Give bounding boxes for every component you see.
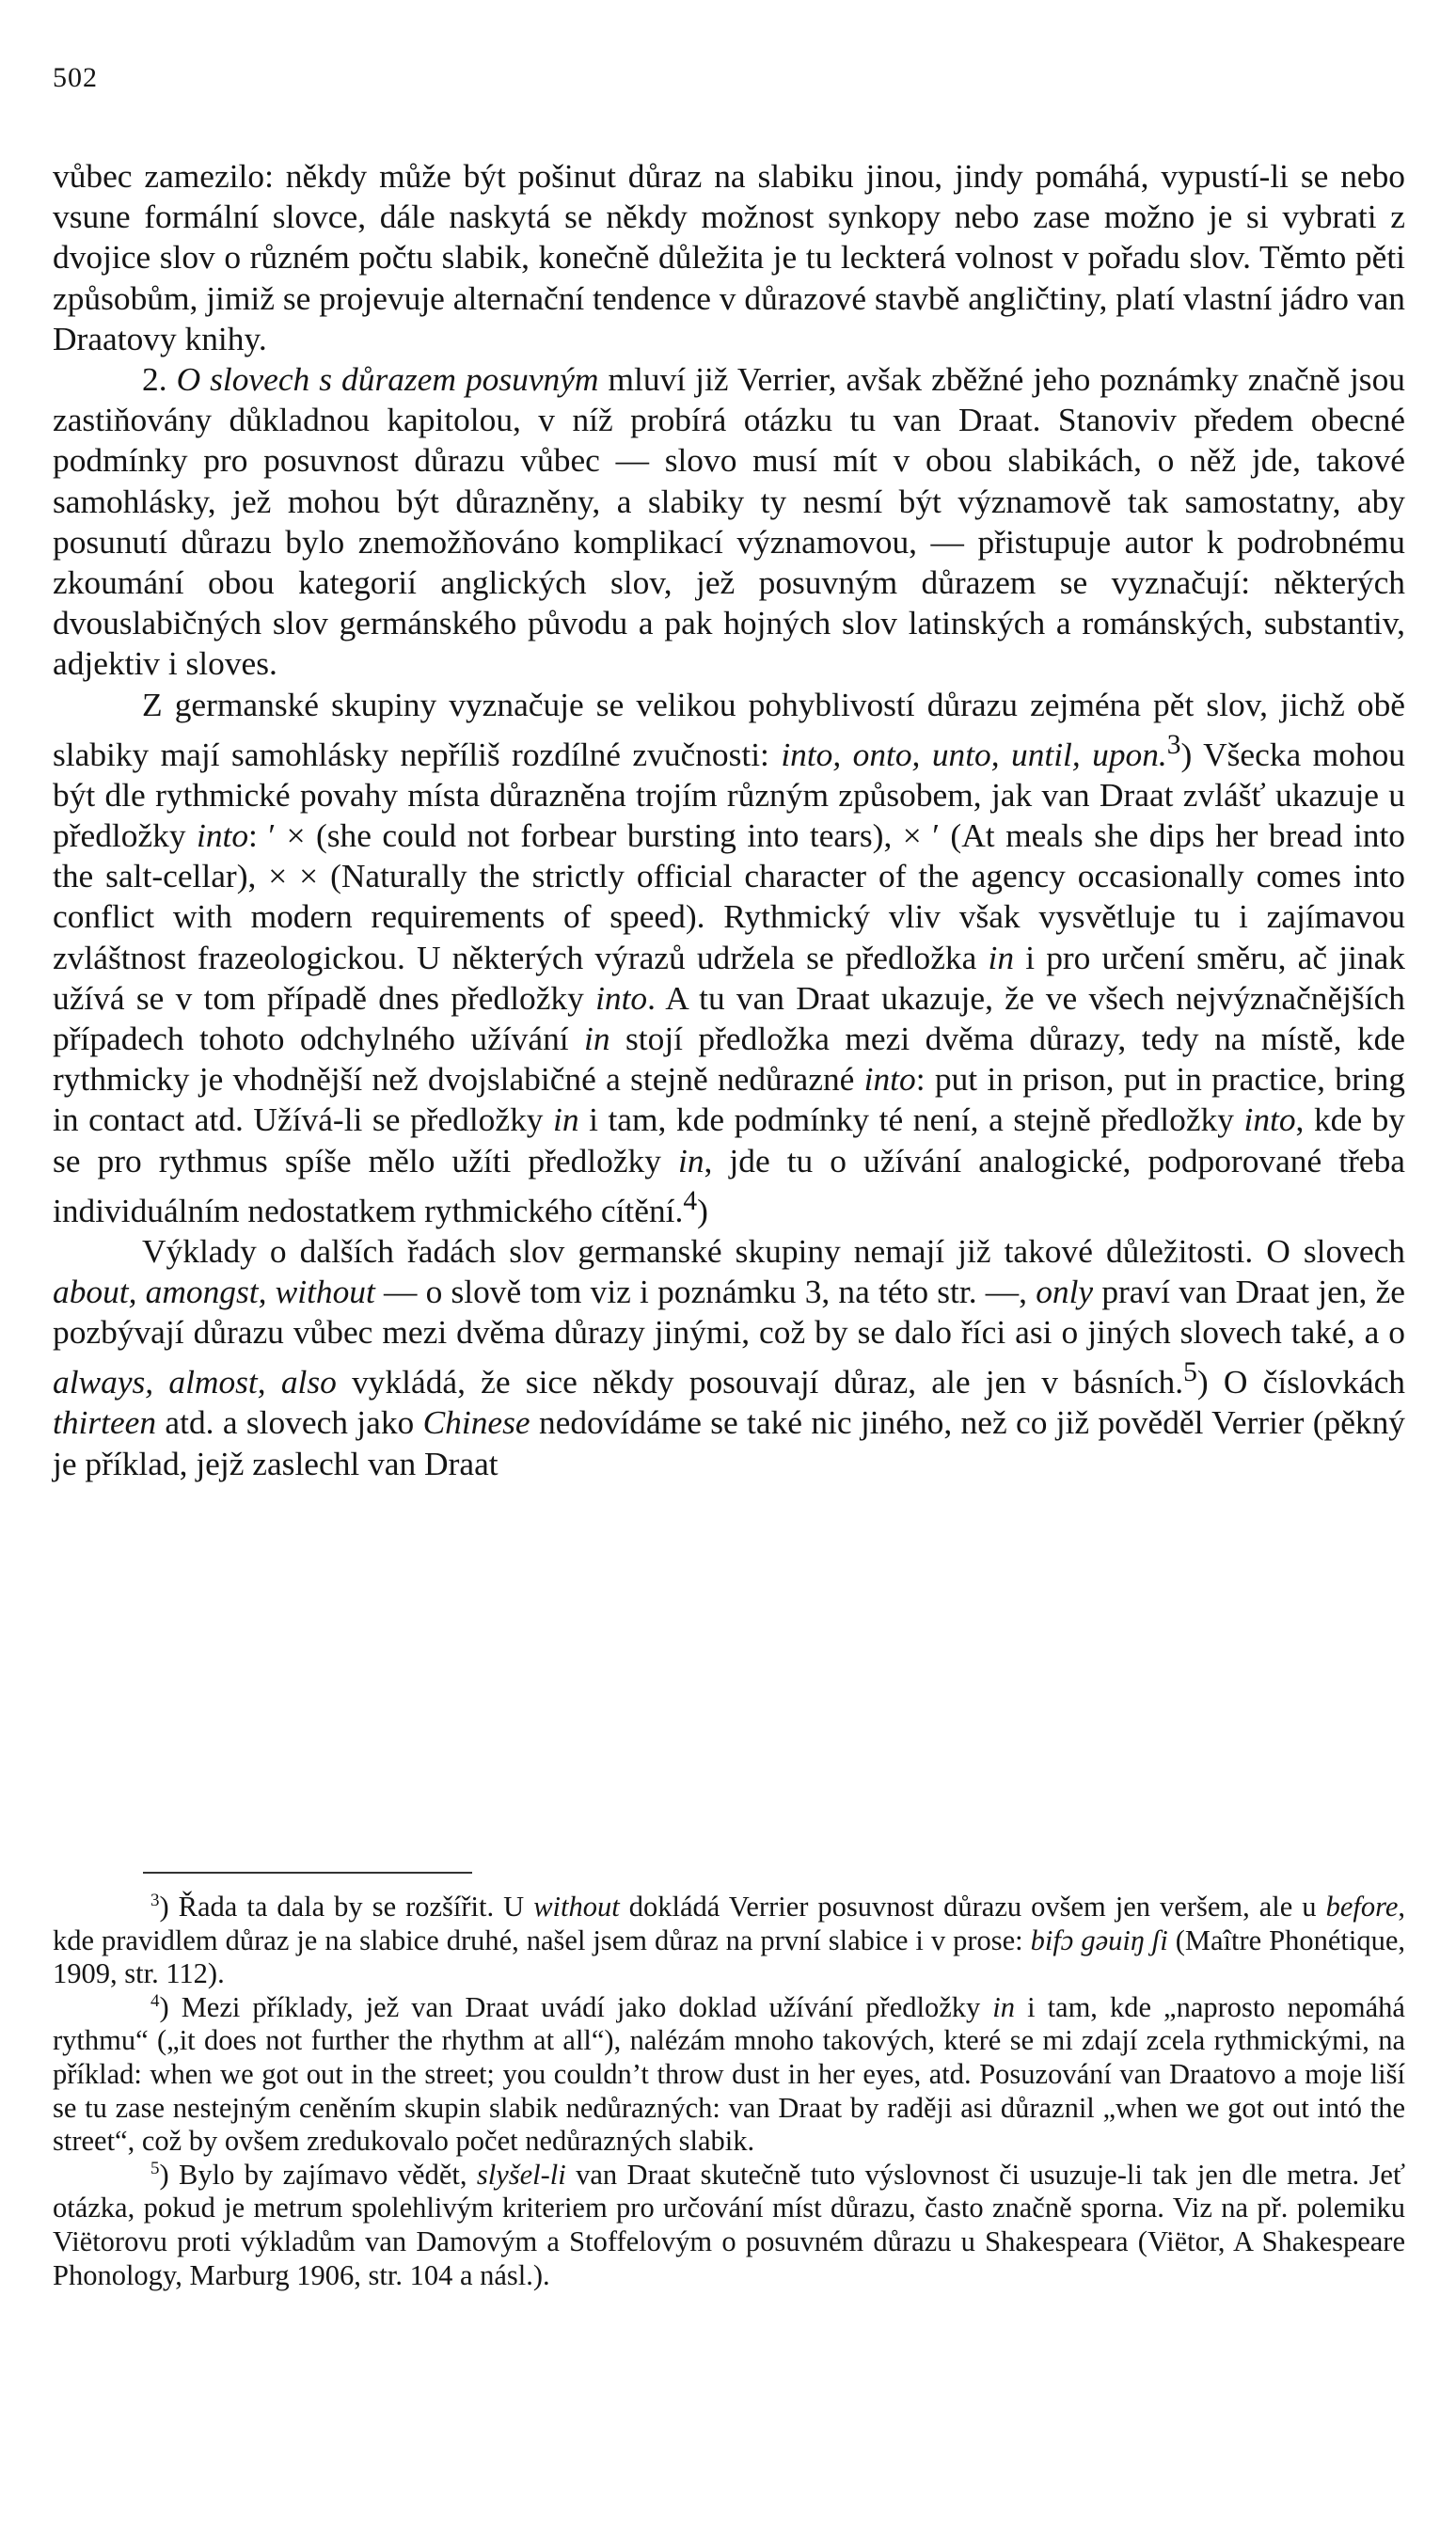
footnote-5: $^5$) Bylo by zajímavo vědět, slyšel-li van Draat skutečně tuto výslovnost či usuzuje-li tak jen dle metra. Jeť otázka, pokud je metrum spolehlivým kriteriem pro určování míst důrazu, často značně sporna. Viz na př. polemiku Viëtorovu proti výkladům van Damovým a Stoffelovým o posuvném důrazu u Shakespeara (Viëtor, A Shakespeare Phonology, Marburg 1906, str. 104 a násl.). — [53, 2158, 1406, 2291]
footnote-4: $^4$) Mezi příklady, jež van Draat uvádí jako doklad užívání předložky in i tam, kde „naprosto nepomáhá rythmu“ („it does not further the rhythm at all“), nalézám mnoho takových, které se mi zdají zcela rythmickými, na příklad: when we got out in the street; you couldn’t throw dust in her eyes, atd. Posuzování van Draatovo a moje liší se tu zase nestejným ceněním skupin slabik nedůrazných: van Draat by raději asi důraznil „when we got out intó the street“, což by ovšem zredukovalo počet nedůrazných slabik. — [53, 1990, 1405, 2158]
section-title: O slovech s důrazem posuvným — [176, 360, 599, 399]
footnote-ref-3[interactable]: 3 — [1166, 729, 1181, 760]
paragraph-2: 2. O slovech s důrazem posuvným mluví již Verrier, avšak zběžné jeho poznámky značně jsou zastiňovány důkladnou kapitolou, v níž probírá otázku tu van Draat. Stanoviv předem obecné podmínky pro posuvnost důrazu vůbec — slovo musí mít v obou slabikách, o něž jde, takové samohlásky, jež mohou být důrazněny, a slabiky ty nesmí být významově tak samostatny, aby posunutí důrazu bylo znemožňováno komplikací významovou, — přistupuje autor k podrobnému zkoumání obou kategorií anglických slov, jež posuvným důrazem se vyznačují: některých dvouslabičných slov germánského původu a pak hojných slov latinských a románských, substantiv, adjektiv i sloves. — [53, 360, 1405, 683]
paragraph-1: vůbec zamezilo: někdy může být pošinut důraz na slabiku jinou, jindy pomáhá, vypustí-li se nebo vsune formální slovce, dále naskytá se někdy možnost synkopy nebo zase možno je si vybrati z dvojice slov o různém počtu slabik, konečně důležita je tu leckterá volnost v pořadu slov. Těmto pěti způsobům, jimiž se projevuje alternační tendence v důrazové stavbě angličtiny, platí vlastní jádro van Draatovy knihy. — [53, 157, 1405, 357]
footnote-ref-4[interactable]: 4 — [683, 1185, 698, 1216]
main-text — [53, 156, 1405, 1484]
footnote-ref-5[interactable]: 5 — [1183, 1357, 1197, 1388]
footnote-divider — [143, 1872, 472, 1874]
paragraph-3: Z germanské skupiny vyznačuje se velikou pohyblivostí důrazu zejména pět slov, jichž obě slabiky mají samohlásky nepříliš rozdílné zvučnosti: into, onto, unto, until, upon.$^3$) Všecka mohou být dle rythmické povahy místa důrazněna trojím různým způsobem, jak van Draat zvlášť ukazuje u předložky into: ′ × (she could not forbear bursting into tears), × ′ (At meals she dips her bread into the salt-cellar), × × (Naturally the strictly official character of the agency occasionally comes into conflict with modern requirements of speed). Rythmický vliv však vysvětluje tu i zajímavou zvláštnost frazeologickou. U některých výrazů udržela se předložka in i pro určení směru, ač jinak užívá se v tom případě dnes předložky into. A tu van Draat ukazuje, že ve všech nejvýznačnějších případech tohoto odchylného užívání in stojí předložka mezi dvěma důrazy, tedy na místě, kde rythmicky je vhodnější než dvojslabičné a stejně nedůrazné into: put in prison, put in practice, bring in contact atd. Užívá-li se předložky in i tam, kde podmínky té není, a stejně předložky into, kde by se pro rythmus spíše mělo užíti předložky in, jde tu o užívání analogické, podporované třeba individuálním nedostatkem rythmického cítění.$^4$) — [53, 685, 1405, 1229]
footnote-3: $^3$) Řada ta dala by se rozšířit. U without dokládá Verrier posuvnost důrazu ovšem jen veršem, ale u before, kde pravidlem důraz je na slabice druhé, našel jsem důraz na první slabice i v prose: bifɔ gǝuiŋ ʃi (Maître Phonétique, 1909, str. 112). — [53, 1890, 1405, 1990]
footnotes — [53, 1891, 1405, 2292]
page-number: 502 — [53, 62, 98, 93]
paragraph-4: Výklady o dalších řadách slov germanské skupiny nemají již takové důležitosti. O slovech about, amongst, without — o slově tom viz i poznámku 3, na této str. —, only praví van Draat jen, že pozbývají důrazu vůbec mezi dvěma důrazy jinými, což by se dalo říci asi o jiných slovech také, a o always, almost, also vykládá, že sice někdy posouvají důraz, ale jen v básních.$^5$) O číslovkách thirteen atd. a slovech jako Chinese nedovídáme se také nic jiného, než co již pověděl Verrier (pěkný je příklad, jejž zaslechl van Draat — [53, 1231, 1405, 1482]
section-number: 2. — [142, 360, 167, 399]
